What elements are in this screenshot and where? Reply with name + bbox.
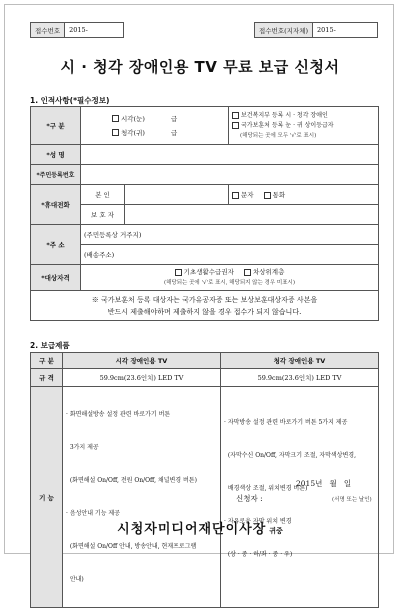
visual-checkbox[interactable] xyxy=(112,115,119,122)
name-field[interactable] xyxy=(81,145,379,165)
visual-feature-line: (화면해설 On/Off 안내, 방송안내, 현재프로그램 xyxy=(66,543,197,550)
delivery-address-field[interactable]: (배송주소) xyxy=(81,245,379,265)
basic-livelihood-checkbox[interactable] xyxy=(175,269,182,276)
veteran-notice-line-2: 반드시 제출해야하며 제출하지 않을 경우 접수가 되지 않습니다. xyxy=(107,307,302,316)
hearing-tv-spec: 59.9cm(23.6인치) LED TV xyxy=(221,369,379,387)
mobile-phone-label: *휴대전화 xyxy=(31,185,81,225)
call-checkbox[interactable] xyxy=(264,192,271,199)
near-poverty-label: 차상위계층 xyxy=(252,268,285,276)
spec-label: 규 격 xyxy=(31,369,63,387)
text-label: 문자 xyxy=(241,191,254,199)
classification-registration-cell xyxy=(229,107,379,145)
signature-line xyxy=(236,493,372,504)
basic-livelihood-label: 기초생활수급권자 xyxy=(183,268,234,276)
features-label: 기 능 xyxy=(31,387,63,608)
product-category-header: 구 분 xyxy=(31,353,63,369)
name-label: *성 명 xyxy=(31,145,81,165)
hearing-checkbox[interactable] xyxy=(112,129,119,136)
signature-note: (서명 또는 날인) xyxy=(332,497,372,503)
visual-label: 시각(눈) xyxy=(121,114,145,123)
near-poverty-checkbox[interactable] xyxy=(244,269,251,276)
addressee-name: 시청자미디어재단이사장 xyxy=(117,522,267,537)
application-date: 2015년 월 일 xyxy=(296,479,352,488)
resident-number-field[interactable] xyxy=(81,165,379,185)
address-label: *주 소 xyxy=(31,225,81,265)
resident-number-label: *주민등록번호 xyxy=(31,165,81,185)
registration-note: (해당되는 곳에 모두 '√'로 표시) xyxy=(240,132,317,139)
addressee xyxy=(0,518,400,537)
personal-info-table xyxy=(30,106,379,321)
hearing-feature-line: (상 · 중 · 하/좌 · 중 · 우) xyxy=(224,551,293,558)
hearing-label: 청각(귀) xyxy=(121,128,145,137)
eligibility-cell xyxy=(81,265,379,291)
visual-grade-label: 급 xyxy=(171,114,178,123)
welfare-registered-label: 보건복지부 등록 시 · 청각 장애인 xyxy=(241,111,328,119)
eligibility-label: *대상자격 xyxy=(31,265,81,291)
visual-tv-header: 시각 장애인용 TV xyxy=(63,353,221,369)
welfare-registered-checkbox[interactable] xyxy=(232,112,239,119)
phone-self-field[interactable] xyxy=(125,185,229,205)
form-title: 시 · 청각 장애인용 TV 무료 보급 신청서 xyxy=(60,58,340,76)
hearing-feature-line: · 자막방송 설정 관련 바로가기 버튼 5가지 제공 xyxy=(224,419,348,426)
receipt-number-municipal-label: 접수번호(지자체) xyxy=(255,23,313,37)
section-personal-heading: 1. 인적사항(*필수정보) xyxy=(30,96,110,105)
section-product-heading: 2. 보급제품 xyxy=(30,341,70,350)
registered-address-field[interactable]: (주민등록상 거주지) xyxy=(81,225,379,245)
text-checkbox[interactable] xyxy=(232,192,239,199)
classification-disability-cell xyxy=(81,107,229,145)
phone-self-label: 본 인 xyxy=(81,185,125,205)
receipt-number-value: 2015- xyxy=(69,26,88,34)
receipt-number-label: 접수번호 xyxy=(31,23,65,37)
phone-preference-cell xyxy=(229,185,379,205)
visual-tv-features xyxy=(63,387,221,608)
phone-guardian-field[interactable] xyxy=(125,205,379,225)
veteran-registered-checkbox[interactable] xyxy=(232,122,239,129)
applicant-label: 신청자 : xyxy=(236,494,263,503)
addressee-suffix: 귀중 xyxy=(269,527,283,535)
eligibility-note: (해당되는 곳에 '√'로 표시, 해당되지 않는 경우 미표시) xyxy=(163,280,296,286)
visual-feature-line: (화면해설 On/Off, 전원 On/Off, 채널변경 버튼) xyxy=(66,477,197,484)
call-label: 통화 xyxy=(272,191,286,199)
hearing-feature-line: 배경색상 조절, 위치변경 버튼) xyxy=(224,485,308,492)
hearing-feature-line: (자막수신 On/Off, 자막크기 조절, 자막색상변경, xyxy=(224,452,357,459)
hearing-grade-label: 급 xyxy=(171,128,178,137)
veteran-notice-line-1: ※ 국가보훈처 등록 대상자는 국가유공자증 또는 보상보훈대상자증 사본을 xyxy=(91,295,318,304)
veteran-registered-label: 국가보훈처 등록 눈 · 귀 상이등급자 xyxy=(241,121,334,129)
receipt-number-municipal-value: 2015- xyxy=(317,26,336,34)
visual-tv-spec: 59.9cm(23.6인치) LED TV xyxy=(63,369,221,387)
receipt-number-box xyxy=(30,22,124,38)
receipt-number-municipal-box xyxy=(254,22,378,38)
hearing-tv-header: 청각 장애인용 TV xyxy=(221,353,379,369)
veteran-notice xyxy=(31,291,379,321)
hearing-feature-line: · 자유로운 자막 위치 변경 xyxy=(224,518,292,525)
visual-feature-line: · 음성안내 기능 제공 xyxy=(66,510,120,517)
visual-feature-line: · 화면해설방송 설정 관련 바로가기 버튼 xyxy=(66,411,171,418)
classification-label: *구 분 xyxy=(31,107,81,145)
visual-feature-line: 안내) xyxy=(66,576,84,583)
phone-guardian-label: 보 호 자 xyxy=(81,205,125,225)
visual-feature-line: 3가지 제공 xyxy=(66,444,99,451)
